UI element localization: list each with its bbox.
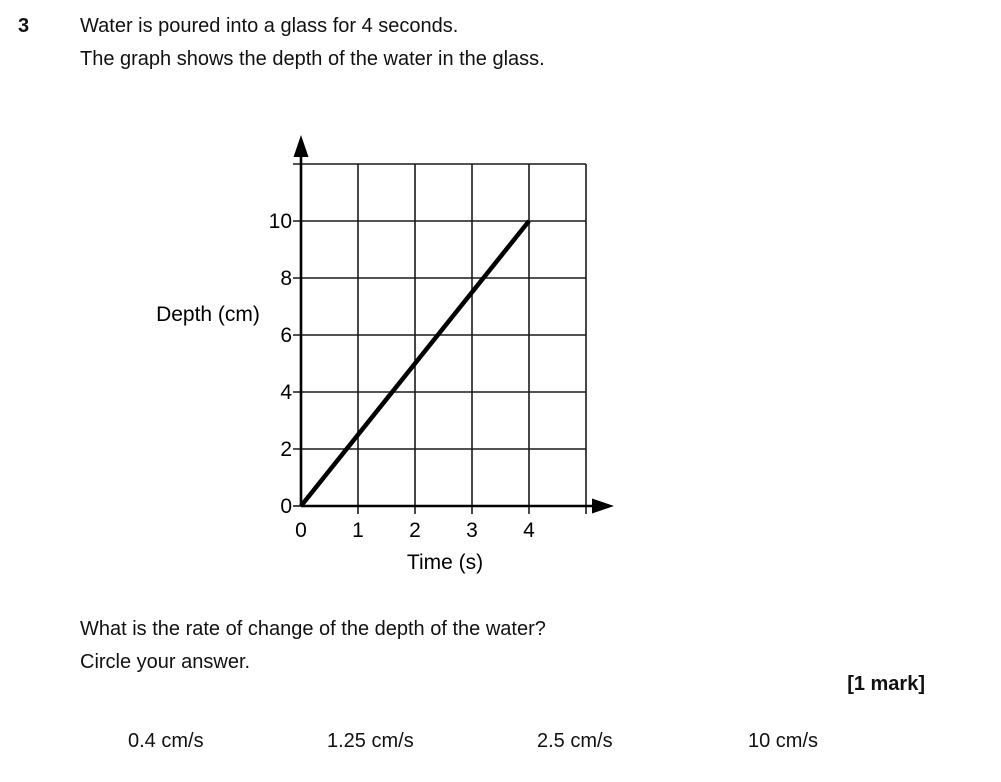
y-tick-label: 6 [280, 324, 292, 347]
answer-option-1[interactable]: 0.4 cm/s [128, 730, 204, 752]
y-tick-label: 4 [280, 381, 292, 404]
circle-answer-instruction: Circle your answer. [80, 651, 251, 673]
answer-option-2[interactable]: 1.25 cm/s [327, 730, 414, 752]
x-tick-label: 1 [352, 519, 364, 542]
x-axis-arrow [592, 499, 614, 514]
y-axis-arrow [294, 135, 309, 157]
x-tick-label: 4 [523, 519, 535, 542]
x-tick-label: 2 [409, 519, 421, 542]
question-number: 3 [18, 15, 30, 37]
y-tick-label: 8 [280, 267, 292, 290]
y-tick-label: 2 [280, 438, 292, 461]
depth-time-graph [130, 120, 630, 590]
y-axis-title: Depth (cm) [156, 303, 260, 326]
y-tick-label: 10 [268, 210, 292, 233]
answer-option-4[interactable]: 10 cm/s [748, 730, 819, 752]
x-axis-title: Time (s) [406, 551, 484, 574]
answer-option-3[interactable]: 2.5 cm/s [537, 730, 613, 752]
marks-badge: [1 mark] [847, 673, 925, 695]
y-tick-label: 0 [280, 495, 292, 518]
question-text-line-1: Water is poured into a glass for 4 seconds. [80, 15, 459, 37]
x-tick-label: 0 [295, 519, 307, 542]
x-tick-label: 3 [466, 519, 478, 542]
question-text-line-2: The graph shows the depth of the water in the glass. [80, 48, 545, 70]
question-prompt: What is the rate of change of the depth of the water? [80, 618, 546, 640]
